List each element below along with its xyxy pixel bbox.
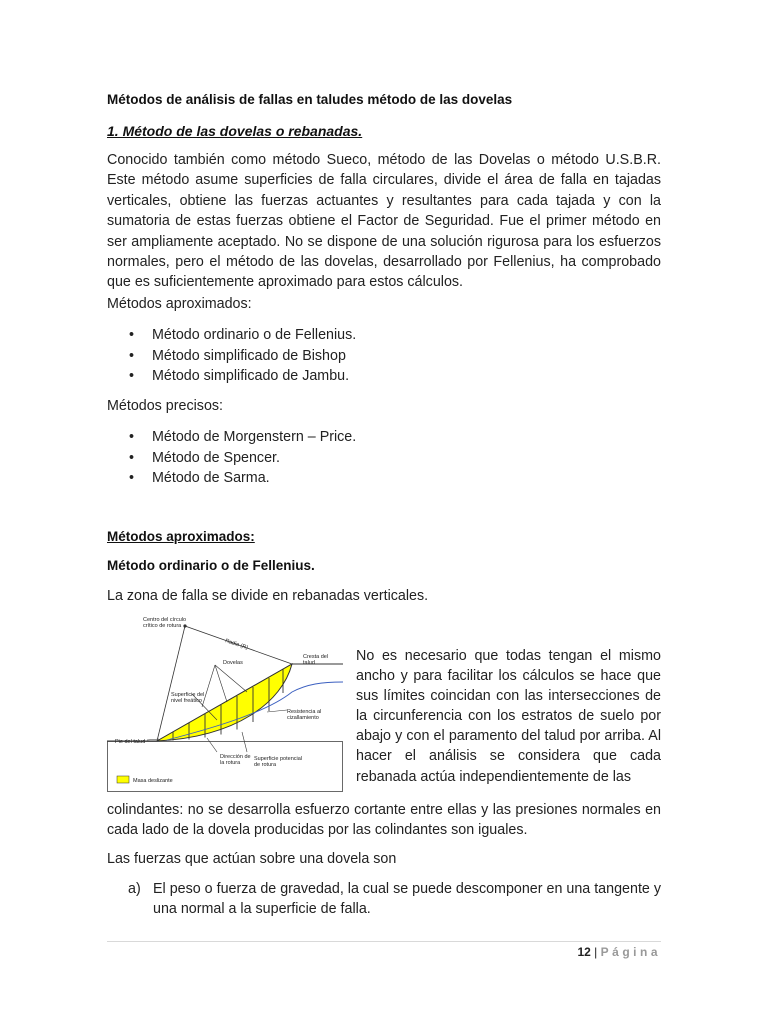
list-item: • Método de Spencer. [107, 448, 356, 469]
label-resistencia: cizallamiento [287, 715, 319, 721]
list-item: • Método de Sarma. [107, 468, 356, 489]
label-potencial: Superficie potencial [254, 756, 303, 762]
legend-label: Masa deslizante [133, 778, 173, 784]
label-freatico: Superficie del [171, 692, 205, 698]
zone-sentence: La zona de falla se divide en rebanadas verticales. [107, 588, 429, 604]
footer-divider [107, 941, 661, 942]
label-freatico: nivel freático [171, 698, 202, 704]
ground-box [108, 742, 343, 792]
section-title: 1. Método de las dovelas o rebanadas. [107, 123, 363, 139]
label-potencial: de rotura [254, 762, 277, 768]
label-pie: Pie del talud [115, 739, 146, 745]
list-item: El peso o fuerza de gravedad, la cual se puede descomponer en una tangente y una normal a la superficie de falla. [153, 881, 661, 918]
document-heading: Métodos de análisis de fallas en taludes método de las dovelas [107, 92, 513, 107]
approx-methods-heading: Métodos aproximados: [107, 529, 255, 544]
list-item: • Método ordinario o de Fellenius. [107, 325, 356, 346]
footer-page-word: Página [600, 945, 661, 959]
intro-paragraph: Conocido también como método Sueco, método de las Dovelas o método U.S.B.R. Este método asume superficies de falla circulares, divide el área de falla en tajadas verticales, obtiene las fuerzas actuantes y resultantes para cada tajada y con la sumatoria de estas fuerzas obtiene el Factor de Seguridad. Fue el primer método en ser ampliamente aceptado. No se dispone de una solución rigurosa para los esfuerzos normales, pero el método de las dovelas, desarrollado por Fellenius, ha comprobado que es suficientemente aproximado para estos cálculos. [107, 152, 661, 291]
label-resistencia: Resistencia al [287, 709, 322, 715]
label-cresta: Cresta del [303, 654, 329, 660]
forces-sentence: Las fuerzas que actúan sobre una dovela son [107, 851, 397, 867]
radius-line [157, 626, 185, 741]
slope-slices-diagram [107, 612, 343, 792]
circle-center [183, 624, 186, 627]
label-direccion: la rotura [220, 760, 241, 766]
footer-separator: | [594, 945, 598, 959]
precise-methods-list [107, 427, 356, 489]
approx-methods-label: Métodos aproximados: [107, 296, 252, 312]
approx-methods-list [107, 325, 356, 387]
label-cresta: talud [303, 660, 315, 666]
list-item: • Método simplificado de Jambu. [107, 366, 356, 387]
page-footer [577, 945, 661, 959]
fellenius-heading: Método ordinario o de Fellenius. [107, 558, 315, 573]
page-number: 12 [577, 945, 591, 959]
list-item: • Método simplificado de Bishop [107, 346, 356, 367]
legend-swatch [117, 776, 129, 783]
label-dovelas: Dovelas [223, 660, 243, 666]
list-marker: a) [128, 881, 141, 897]
label-centro: crítico de rotura [143, 623, 182, 629]
wrap-paragraph: No es necesario que todas tengan el mismo ancho y para facilitar los cálculos se hace que sus límites coincidan con las intersecciones de la circunferencia con los estratos de suelo por abajo y con el paramento del talud por arriba. Al hacer el análisis se considera que cada rebanada actúa independientemente de las [356, 648, 661, 785]
label-direccion: Dirección de [220, 754, 251, 760]
continued-paragraph: colindantes: no se desarrolla esfuerzo cortante entre ellas y las presiones normales en cada lado de la dovela producidas por las colindantes son iguales. [107, 802, 661, 839]
label-radio: Radio (R) [224, 638, 249, 652]
forces-list [128, 879, 661, 920]
precise-methods-label: Métodos precisos: [107, 398, 224, 414]
label-centro: Centro del círculo [143, 617, 187, 623]
list-item: • Método de Morgenstern – Price. [107, 427, 356, 448]
